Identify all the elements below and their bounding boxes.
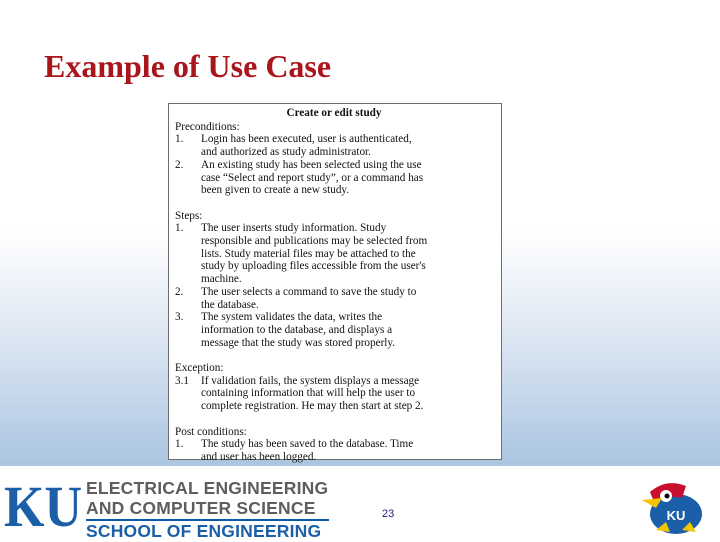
list-item xyxy=(175,133,493,158)
list-item-number: 3. xyxy=(175,311,184,324)
text-line: responsible and publications may be selected from xyxy=(201,235,428,248)
text-line: and authorized as study administrator. xyxy=(201,146,371,159)
text-line: The user selects a command to save the study to xyxy=(201,285,417,298)
dept-line-2: AND COMPUTER SCIENCE xyxy=(86,498,316,518)
list-item-text xyxy=(201,159,493,197)
jayhawk-text: KU xyxy=(666,508,686,523)
text-line: An existing study has been selected using the use xyxy=(201,158,422,171)
list-item-text xyxy=(201,311,493,349)
text-line: machine. xyxy=(201,273,242,286)
text-line: The study has been saved to the database. Time xyxy=(201,438,414,451)
ku-logo xyxy=(4,474,82,539)
text-line: information to the database, and displays a xyxy=(201,323,393,336)
exceptions-list xyxy=(175,375,493,413)
list-item xyxy=(175,159,493,197)
text-line: If validation fails, the system displays a message xyxy=(201,374,420,387)
text-line: study by uploading files accessible from the user's xyxy=(201,260,426,273)
list-item-number: 1. xyxy=(175,438,184,451)
dept-line-1: ELECTRICAL ENGINEERING xyxy=(86,478,329,498)
list-item-text xyxy=(201,375,493,413)
list-item-number: 2. xyxy=(175,285,184,298)
text-line: message that the study was stored properly. xyxy=(201,336,396,349)
text-line: Login has been executed, user is authenticated, xyxy=(201,133,412,146)
list-item xyxy=(175,375,493,413)
steps-title: Steps: xyxy=(175,209,203,222)
text-line: complete registration. He may then start at step 2. xyxy=(201,400,424,413)
list-item-number: 1. xyxy=(175,133,184,146)
text-line: case “Select and report study”, or a command has xyxy=(201,171,424,184)
list-item-number: 2. xyxy=(175,158,184,171)
preconditions-list xyxy=(175,133,493,197)
list-item-number: 1. xyxy=(175,222,184,235)
text-line: the database. xyxy=(201,298,259,311)
list-item-text xyxy=(201,222,493,286)
use-case-document xyxy=(168,103,502,463)
exception-title: Exception: xyxy=(175,362,224,375)
list-item-text xyxy=(201,133,493,158)
jayhawk-mascot-icon xyxy=(636,474,712,538)
list-item xyxy=(175,286,493,311)
slide-title: Example of Use Case xyxy=(44,48,332,84)
text-line: and user has been logged. xyxy=(201,450,317,463)
use-case-heading: Create or edit study xyxy=(286,107,382,119)
dept-line-3: SCHOOL OF ENGINEERING xyxy=(86,521,322,541)
preconditions-title: Preconditions: xyxy=(175,120,240,133)
list-item xyxy=(175,222,493,286)
page-number: 23 xyxy=(382,508,395,520)
steps-list xyxy=(175,222,493,349)
ku-logo-text: KU xyxy=(4,474,82,539)
text-line: been given to create a new study. xyxy=(201,184,350,197)
list-item-number: 3.1 xyxy=(175,374,189,387)
list-item-text xyxy=(201,438,493,463)
text-line: lists. Study material files may be attached to the xyxy=(201,247,416,260)
text-line: The system validates the data, writes the xyxy=(201,311,383,324)
text-line: The user inserts study information. Study xyxy=(201,222,387,235)
list-item xyxy=(175,311,493,349)
postconditions-list xyxy=(175,438,493,463)
list-item-text xyxy=(201,286,493,311)
text-line: containing information that will help the user to xyxy=(201,387,416,400)
list-item xyxy=(175,438,493,463)
postconditions-title: Post conditions: xyxy=(175,425,247,438)
